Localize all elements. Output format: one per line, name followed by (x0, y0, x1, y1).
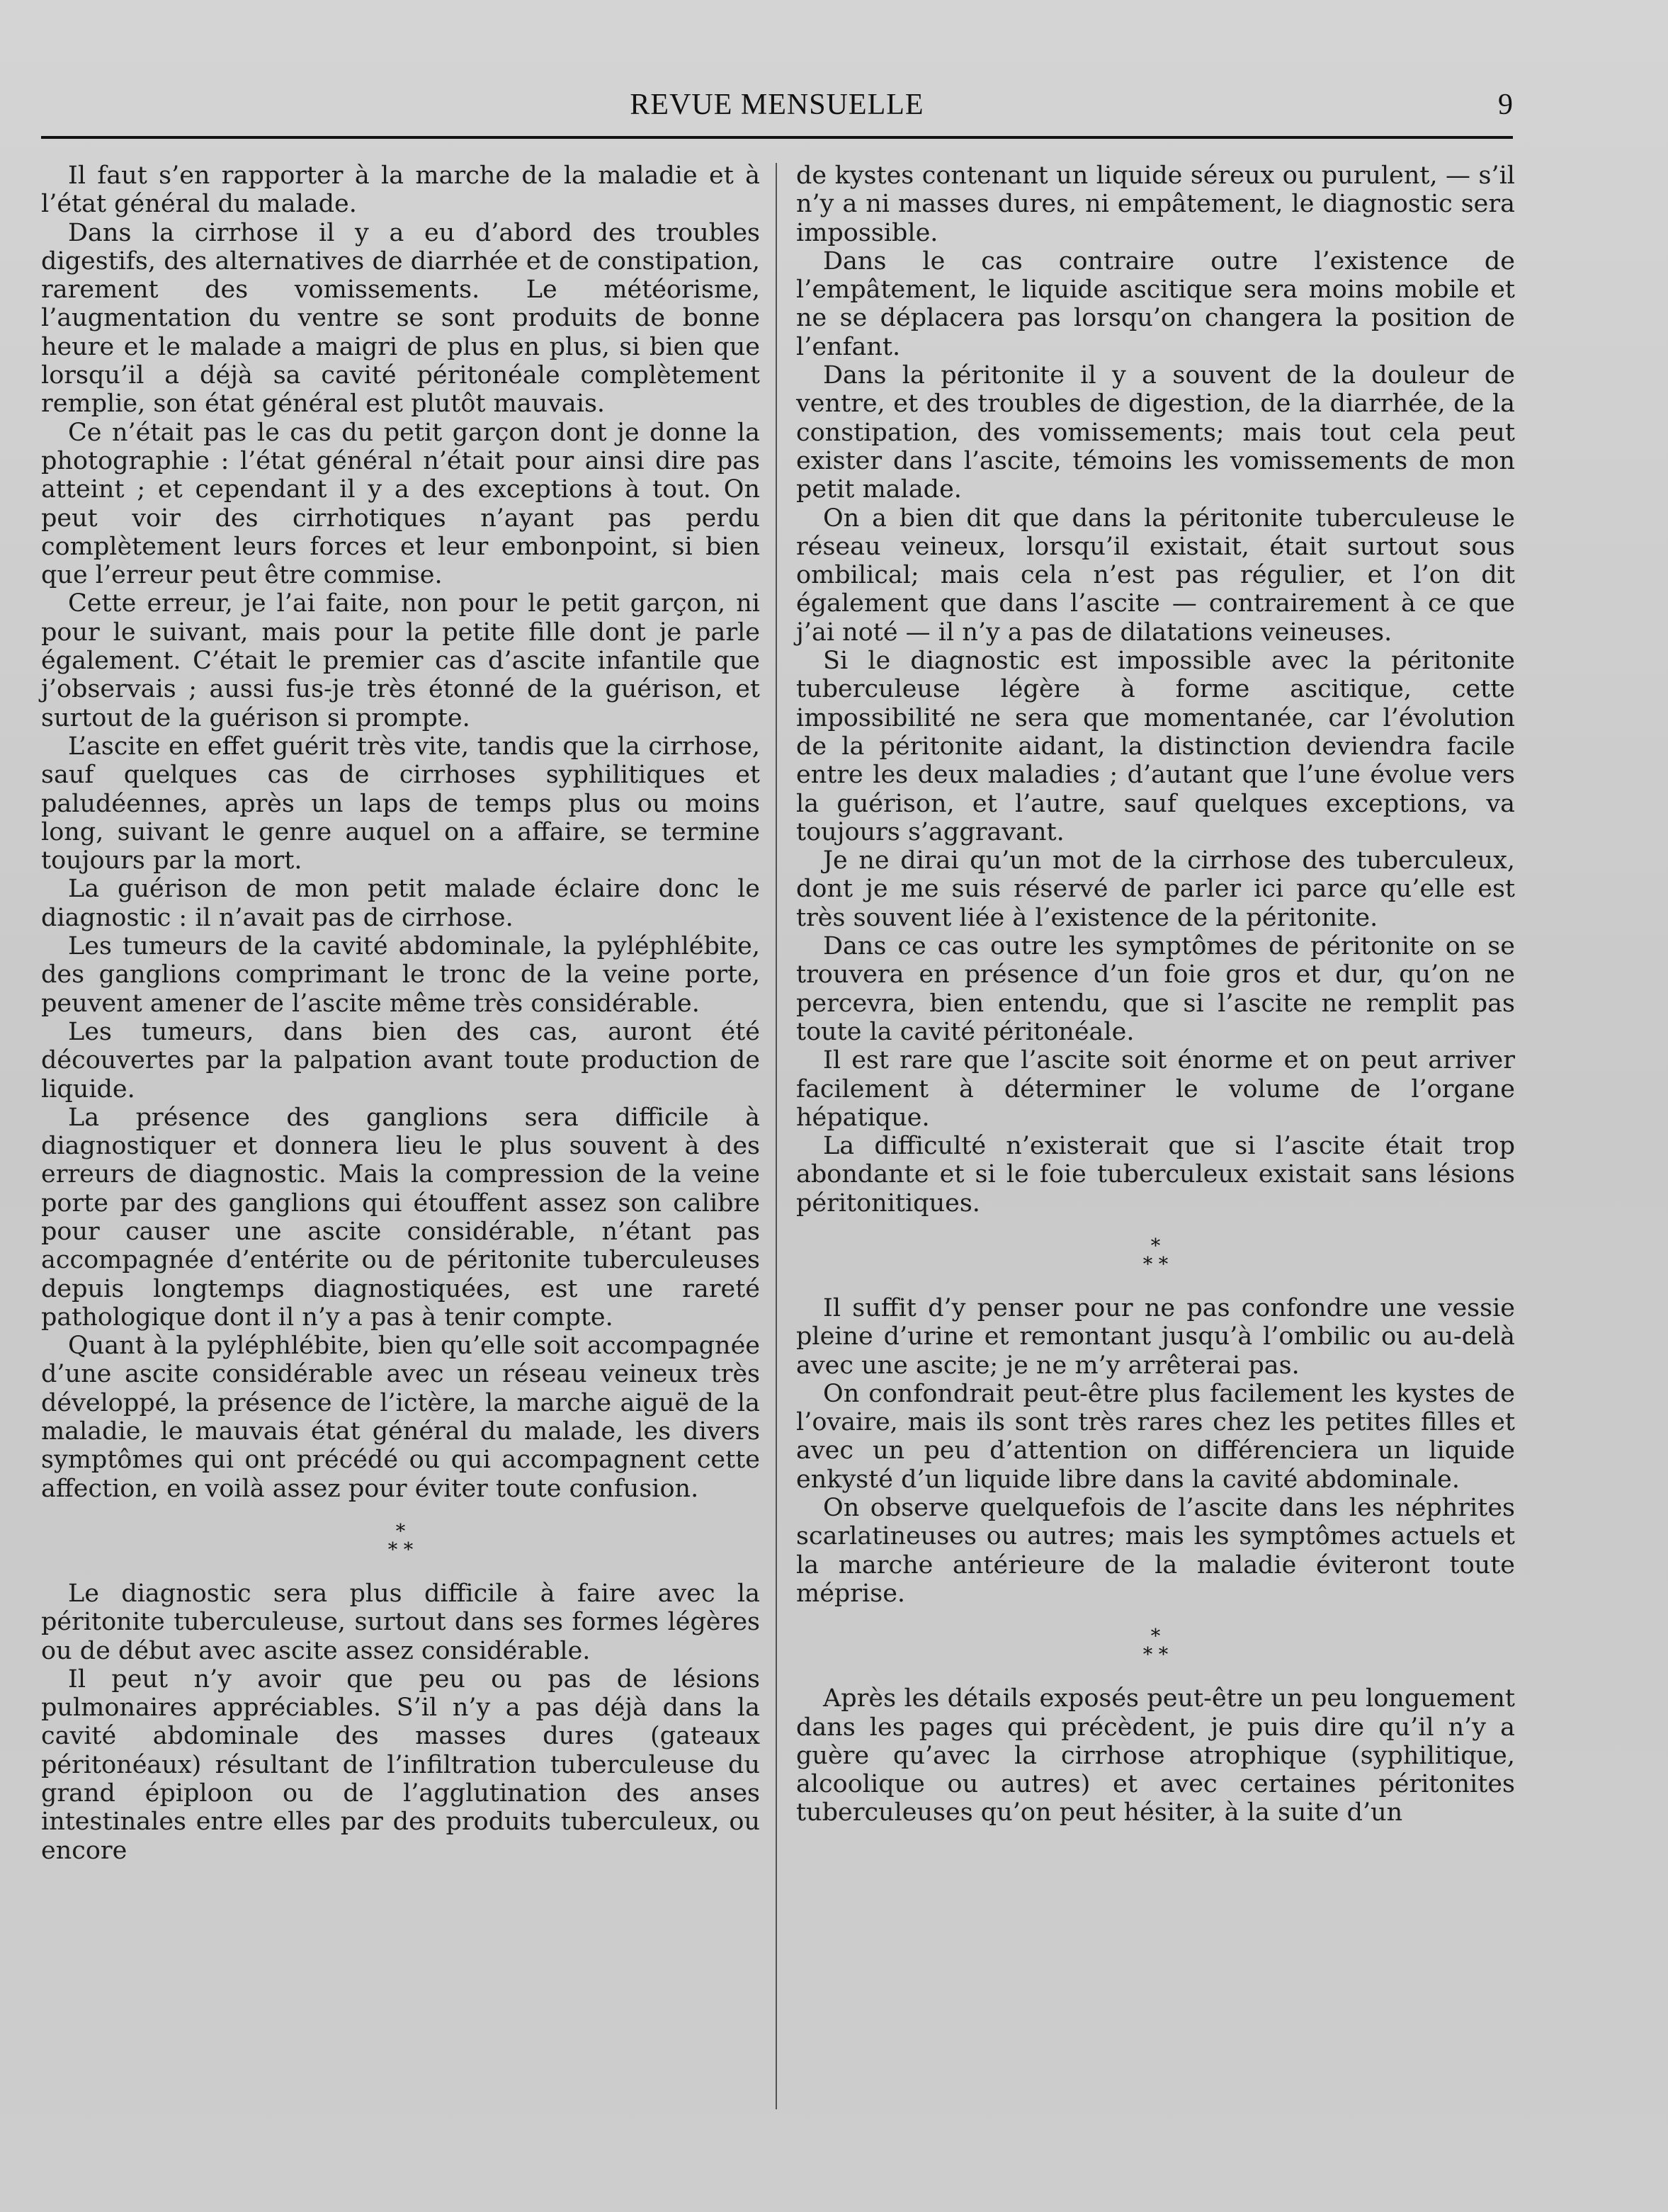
paragraph: Ce n’était pas le cas du petit garçon dont je donne la photographie : l’état général n’était pour ainsi dire pas atteint ; et cependant il y a des exceptions à tout. On peut voir des cirrhotiques n’ayant pas perdu complètement leurs forces et leur embonpoint, si bien que l’erreur peut être commise. (41, 418, 760, 590)
paragraph: Je ne dirai qu’un mot de la cirrhose des tuberculeux, dont je me suis réservé de parler ici parce qu’elle est très souvent liée à l’existence de la péritonite. (796, 846, 1515, 932)
paragraph: Dans le cas contraire outre l’existence de l’empâtement, le liquide ascitique sera moins mobile et ne se déplacera pas lorsqu’on changera la position de l’enfant. (796, 246, 1515, 361)
paragraph: Dans la péritonite il y a souvent de la douleur de ventre, et des troubles de digestion, de la diarrhée, de la constipation, des vomissements; mais tout cela peut exister dans l’ascite, témoins les vomissements de mon petit malade. (796, 361, 1515, 504)
paragraph: Si le diagnostic est impossible avec la péritonite tuberculeuse légère à forme ascitique, cette impossibilité ne sera que momentanée, car l’évolution de la péritonite aidant, la distinction deviendra facile entre les deux maladies ; d’autant que l’une évolue vers la guérison, et l’autre, sauf quelques exceptions, va toujours s’aggravant. (796, 647, 1515, 846)
header-rule (41, 136, 1513, 139)
paragraph: On a bien dit que dans la péritonite tuberculeuse le réseau veineux, lorsqu’il existait, était surtout sous ombilical; mais cela n’est pas régulier, et l’on dit également que dans l’ascite — contrairement à ce que j’ai noté — il n’y a pas de dilatations veineuses. (796, 504, 1515, 647)
paragraph: Quant à la pyléphlébite, bien qu’elle soit accompagnée d’une ascite considérable avec un réseau veineux très développé, la présence de l’ictère, la marche aiguë de la maladie, le mauvais état général du malade, les divers symptômes qui ont précédé ou qui accompagnent cette affection, en voilà assez pour éviter toute confusion. (41, 1332, 760, 1503)
paragraph: La présence des ganglions sera difficile à diagnostiquer et donnera lieu le plus souvent à des erreurs de diagnostic. Mais la compression de la veine porte par des ganglions qui étouffent assez son calibre pour causer une ascite considérable, n’étant pas accompagnée d’entérite ou de péritonite tuberculeuses depuis longtemps diagnostiquées, est une rareté pathologique dont il n’y a pas à tenir compte. (41, 1103, 760, 1332)
paragraph: Après les détails exposés peut-être un peu longuement dans les pages qui précèdent, je puis dire qu’il n’y a guère qu’avec la cirrhose atrophique (syphilitique, alcoolique ou autres) et avec certaines péritonites tuberculeuses qu’on peut hésiter, à la suite d’un (796, 1684, 1515, 1827)
left-column (41, 161, 760, 1865)
paragraph: Il peut n’y avoir que peu ou pas de lésions pulmonaires appréciables. S’il n’y a pas déjà dans la cavité abdominale des masses dures (gateaux péritonéaux) résultant de l’infiltration tuberculeuse du grand épiploon ou de l’agglutination des anses intestinales entre elles par des produits tuberculeux, ou encore (41, 1664, 760, 1865)
paragraph: Il est rare que l’ascite soit énorme et on peut arriver facilement à déterminer le volume de l’organe hépatique. (796, 1046, 1515, 1132)
paragraph: On observe quelquefois de l’ascite dans les néphrites scarlatineuses ou autres; mais les symptômes actuels et la marche antérieure de la maladie éviteront toute méprise. (796, 1494, 1515, 1608)
section-separator (41, 1503, 760, 1579)
paragraph: Le diagnostic sera plus difficile à faire avec la péritonite tuberculeuse, surtout dans ses formes légères ou de début avec ascite assez considérable. (41, 1579, 760, 1665)
column-divider (776, 163, 777, 2109)
paragraph: de kystes contenant un liquide séreux ou purulent, — s’il n’y a ni masses dures, ni empâtement, le diagnostic sera impossible. (796, 161, 1515, 247)
paragraph: L’ascite en effet guérit très vite, tandis que la cirrhose, sauf quelques cas de cirrhoses syphilitiques et paludéennes, après un laps de temps plus ou moins long, suivant le genre auquel on a affaire, se termine toujours par la mort. (41, 732, 760, 875)
asterism-top: * (1150, 1626, 1161, 1648)
running-title: REVUE MENSUELLE (630, 89, 924, 121)
paragraph: Il faut s’en rapporter à la marche de la maladie et à l’état général du malade. (41, 161, 760, 219)
paragraph: Dans la cirrhose il y a eu d’abord des troubles digestifs, des alternatives de diarrhée et de constipation, rarement des vomissements. Le météorisme, l’augmentation du ventre se sont produits de bonne heure et le malade a maigri de plus en plus, si bien que lorsqu’il a déjà sa cavité péritonéale complètement remplie, son état général est plutôt mauvais. (41, 218, 760, 419)
page-header (41, 84, 1513, 126)
paragraph: Les tumeurs de la cavité abdominale, la pyléphlébite, des ganglions comprimant le tronc de la veine porte, peuvent amener de l’ascite même très considérable. (41, 932, 760, 1018)
page-number: 9 (1498, 89, 1513, 121)
right-column (796, 161, 1515, 1827)
paragraph: On confondrait peut-être plus facilement les kystes de l’ovaire, mais ils sont très rares chez les petites filles et avec un peu d’attention on différenciera un liquide enkysté d’un liquide libre dans la cavité abdominale. (796, 1379, 1515, 1494)
paragraph: Il suffit d’y penser pour ne pas confondre une vessie pleine d’urine et remontant jusqu’à l’ombilic ou au-delà avec une ascite; je ne m’y arrêterai pas. (796, 1293, 1515, 1380)
section-separator (796, 1218, 1515, 1294)
paragraph: Cette erreur, je l’ai faite, non pour le petit garçon, ni pour le suivant, mais pour la petite fille dont je parle également. C’était le premier cas d’ascite infantile que j’observais ; aussi fus-je très étonné de la guérison, et surtout de la guérison si prompte. (41, 589, 760, 732)
paragraph: La difficulté n’existerait que si l’ascite était trop abondante et si le foie tuberculeux existait sans lésions péritonitiques. (796, 1132, 1515, 1218)
paragraph: Les tumeurs, dans bien des cas, auront été découvertes par la palpation avant toute production de liquide. (41, 1017, 760, 1104)
asterism-top: * (1150, 1235, 1161, 1257)
asterism-bottom: * * (1142, 1644, 1169, 1667)
asterism-top: * (395, 1520, 406, 1543)
section-separator (796, 1608, 1515, 1684)
asterism-bottom: * * (1142, 1253, 1169, 1276)
paragraph: Dans ce cas outre les symptômes de péritonite on se trouvera en présence d’un foie gros et dur, qu’on ne percevra, bien entendu, que si l’ascite ne remplit pas toute la cavité péritonéale. (796, 932, 1515, 1046)
paragraph: La guérison de mon petit malade éclaire donc le diagnostic : il n’avait pas de cirrhose. (41, 875, 760, 932)
asterism-bottom: * * (387, 1538, 414, 1561)
